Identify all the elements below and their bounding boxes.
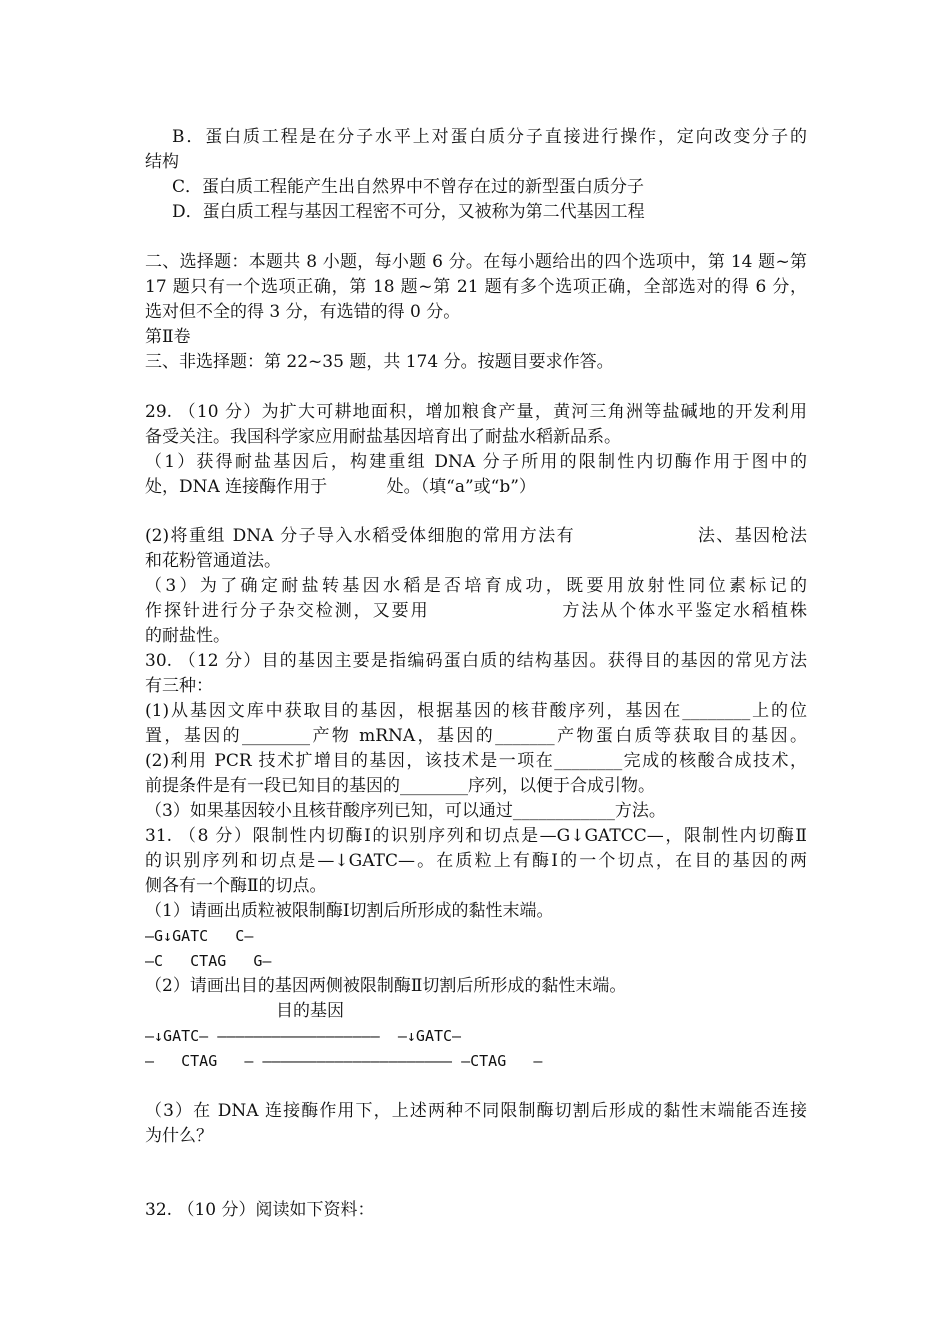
option-d: D．蛋白质工程与基因工程密不可分，又被称为第二代基因工程 xyxy=(172,202,645,222)
q29-part1-line2: 处，DNA 连接酶作用于 处。（填“a”或“b”） xyxy=(145,477,536,497)
q29-part2-line2: 和花粉管通道法。 xyxy=(145,551,281,571)
section3-heading: 三、非选择题：第 22~35 题，共 174 分。按题目要求作答。 xyxy=(145,352,614,372)
q31-sequence1-bottom: —C CTAG G— xyxy=(145,952,272,970)
q31-gene-label: 目的基因 xyxy=(276,1001,344,1021)
q30-part1-line1: (1)从基因文库中获取目的基因，根据基因的核苷酸序列，基因在________上的位 xyxy=(145,701,807,721)
option-b-line2: 结构 xyxy=(145,152,179,172)
q31-part2: （2）请画出目的基因两侧被限制酶Ⅱ切割后所形成的黏性末端。 xyxy=(145,976,627,996)
q31-part3-line1: （3）在 DNA 连接酶作用下，上述两种不同限制酶切割后形成的黏性末端能否连接 xyxy=(145,1101,807,1121)
q29-intro-line1: 29. （10 分）为扩大可耕地面积，增加粮食产量，黄河三角洲等盐碱地的开发利用 xyxy=(145,402,807,422)
q31-intro-line2: 的识别序列和切点是—↓GATC—。在质粒上有酶Ⅰ的一个切点，在目的基因的两 xyxy=(145,851,807,871)
q32-intro: 32. （10 分）阅读如下资料： xyxy=(145,1200,375,1220)
section2-line1: 二、选择题：本题共 8 小题，每小题 6 分。在每小题给出的四个选项中，第 14 题~第 xyxy=(145,252,807,272)
q31-sequence1-top: —G↓GATC C— xyxy=(145,927,254,945)
q29-part3-line2: 作探针进行分子杂交检测，又要用 方法从个体水平鉴定水稻植株 xyxy=(145,601,807,621)
q31-intro-line1: 31. （8 分）限制性内切酶Ⅰ的识别序列和切点是—G↓GATCC—，限制性内切酶Ⅱ xyxy=(145,826,807,846)
volume-2-heading: 第Ⅱ卷 xyxy=(145,327,191,347)
q31-part1: （1）请画出质粒被限制酶Ⅰ切割后所形成的黏性末端。 xyxy=(145,901,554,921)
q29-part3-line1: （3）为了确定耐盐转基因水稻是否培育成功，既要用放射性同位素标记的 xyxy=(145,576,807,596)
q30-part3: （3）如果基因较小且核苷酸序列已知，可以通过____________方法。 xyxy=(145,801,666,821)
option-c: C．蛋白质工程能产生出自然界中不曾存在过的新型蛋白质分子 xyxy=(172,177,645,197)
q30-part2-line2: 前提条件是有一段已知目的基因的________序列，以便于合成引物。 xyxy=(145,776,655,796)
section2-line3: 选对但不全的得 3 分，有选错的得 0 分。 xyxy=(145,302,461,322)
q30-part2-line1: (2)利用 PCR 技术扩增目的基因，该技术是一项在________完成的核酸合成技术， xyxy=(145,751,807,771)
q30-intro-line2: 有三种： xyxy=(145,676,213,696)
q31-sequence2-top: —↓GATC— —————————————————— —↓GATC— xyxy=(145,1027,462,1045)
q29-intro-line2: 备受关注。我国科学家应用耐盐基因培育出了耐盐水稻新品系。 xyxy=(145,427,621,447)
q29-part3-line3: 的耐盐性。 xyxy=(145,626,230,646)
q30-intro-line1: 30. （12 分）目的基因主要是指编码蛋白质的结构基因。获得目的基因的常见方法 xyxy=(145,651,807,671)
q29-part2-line1: (2)将重组 DNA 分子导入水稻受体细胞的常用方法有 法、基因枪法 xyxy=(145,526,807,546)
q31-part3-line2: 为什么？ xyxy=(145,1126,213,1146)
q30-part1-line2: 置，基因的________产物 mRNA，基因的_______产物蛋白质等获取目的基因。 xyxy=(145,726,807,746)
section2-line2: 17 题只有一个选项正确，第 18 题~第 21 题有多个选项正确，全部选对的得 6 分， xyxy=(145,277,807,297)
q29-part1-line1: （1）获得耐盐基因后，构建重组 DNA 分子所用的限制性内切酶作用于图中的 xyxy=(145,452,807,472)
option-b-line1: B．蛋白质工程是在分子水平上对蛋白质分子直接进行操作，定向改变分子的 xyxy=(172,127,807,147)
q31-sequence2-bottom: — CTAG — ————————————————————— —CTAG — xyxy=(145,1052,543,1070)
q31-intro-line3: 侧各有一个酶Ⅱ的切点。 xyxy=(145,876,327,896)
